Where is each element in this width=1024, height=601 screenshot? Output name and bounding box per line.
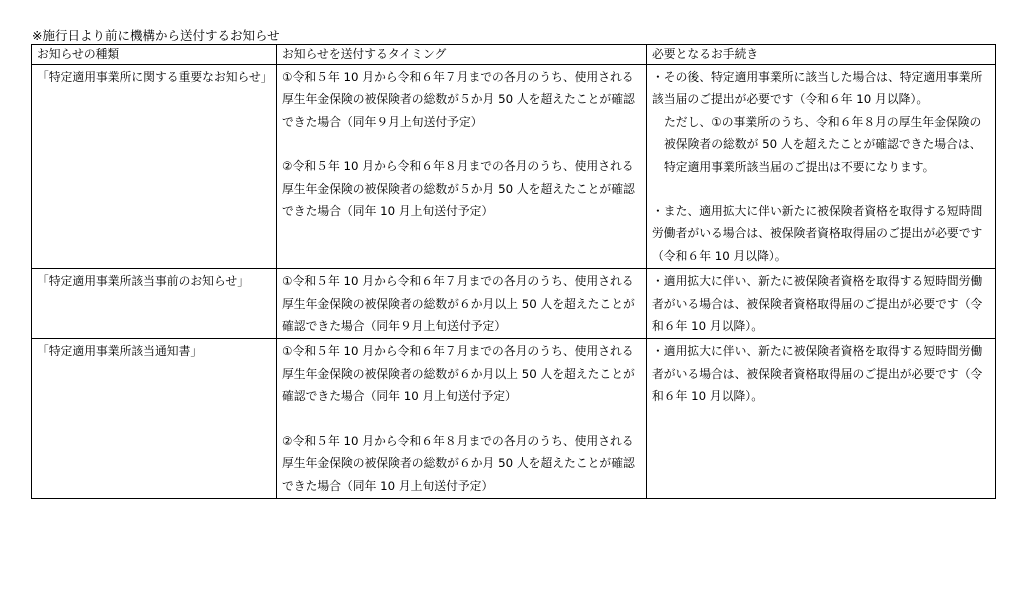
procedure-paragraph: ・その後、特定適用事業所に該当した場合は、特定適用事業所該当届のご提出が必要です（令和６年 10 月以降）。	[652, 70, 983, 107]
procedure-paragraph: ただし、①の事業所のうち、令和６年８月の厚生年金保険の被保険者の総数が 50 人を超えたことが確認できた場合は、特定適用事業所該当届のご提出は不要になります。	[664, 114, 982, 174]
timing-cell	[277, 339, 647, 498]
timing-paragraph: ①令和５年 10 月から令和６年７月までの各月のうち、使用される厚生年金保険の被保険者の総数が６か月以上 50 人を超えたことが確認できた場合（同年 10 月上旬送付予定）	[282, 344, 635, 404]
notice-type: 「特定適用事業所に関する重要なお知らせ」	[37, 70, 273, 84]
header-required-procedure: 必要となるお手続き	[647, 45, 996, 65]
paragraph-spacer	[652, 178, 991, 200]
timing-cell	[277, 269, 647, 339]
paragraph-spacer	[282, 133, 642, 155]
procedure-cell	[647, 65, 996, 269]
procedure-paragraph: ・適用拡大に伴い、新たに被保険者資格を取得する短時間労働者がいる場合は、被保険者資格取得届のご提出が必要です（令和６年 10 月以降）。	[652, 274, 983, 334]
notice-table	[31, 44, 996, 499]
table-row	[32, 269, 996, 339]
table-row	[32, 339, 996, 498]
table-header-row	[32, 45, 996, 65]
procedure-paragraph: ・また、適用拡大に伴い新たに被保険者資格を取得する短時間労働者がいる場合は、被保険者資格取得届のご提出が必要です（令和６年 10 月以降）。	[652, 204, 983, 263]
paragraph-spacer	[282, 408, 642, 430]
notice-type: 「特定適用事業所該当通知書」	[37, 344, 203, 359]
procedure-paragraph: ・適用拡大に伴い、新たに被保険者資格を取得する短時間労働者がいる場合は、被保険者資格取得届のご提出が必要です（令和６年 10 月以降）。	[652, 344, 983, 404]
header-send-timing: お知らせを送付するタイミング	[277, 45, 647, 65]
notice-type-cell	[32, 65, 277, 269]
timing-cell	[277, 65, 647, 269]
timing-paragraph: ②令和５年 10 月から令和６年８月までの各月のうち、使用される厚生年金保険の被保険者の総数が６か月 50 人を超えたことが確認できた場合（同年 10 月上旬送付予定）	[282, 433, 635, 493]
page-note: ※施行日より前に機構から送付するお知らせ	[32, 28, 280, 43]
notice-type-cell	[32, 339, 277, 498]
timing-paragraph: ①令和５年 10 月から令和６年７月までの各月のうち、使用される厚生年金保険の被保険者の総数が６か月以上 50 人を超えたことが確認できた場合（同年９月上旬送付予定）	[282, 274, 635, 334]
notice-type: 「特定適用事業所該当事前のお知らせ」	[37, 274, 249, 289]
table-row	[32, 65, 996, 269]
procedure-cell	[647, 339, 996, 498]
header-notice-type: お知らせの種類	[32, 45, 277, 65]
procedure-cell	[647, 269, 996, 339]
timing-paragraph: ①令和５年 10 月から令和６年７月までの各月のうち、使用される厚生年金保険の被保険者の総数が５か月 50 人を超えたことが確認できた場合（同年９月上旬送付予定）	[282, 70, 635, 129]
notice-type-cell	[32, 269, 277, 339]
timing-paragraph: ②令和５年 10 月から令和６年８月までの各月のうち、使用される厚生年金保険の被保険者の総数が５か月 50 人を超えたことが確認できた場合（同年 10 月上旬送付予定）	[282, 159, 635, 219]
